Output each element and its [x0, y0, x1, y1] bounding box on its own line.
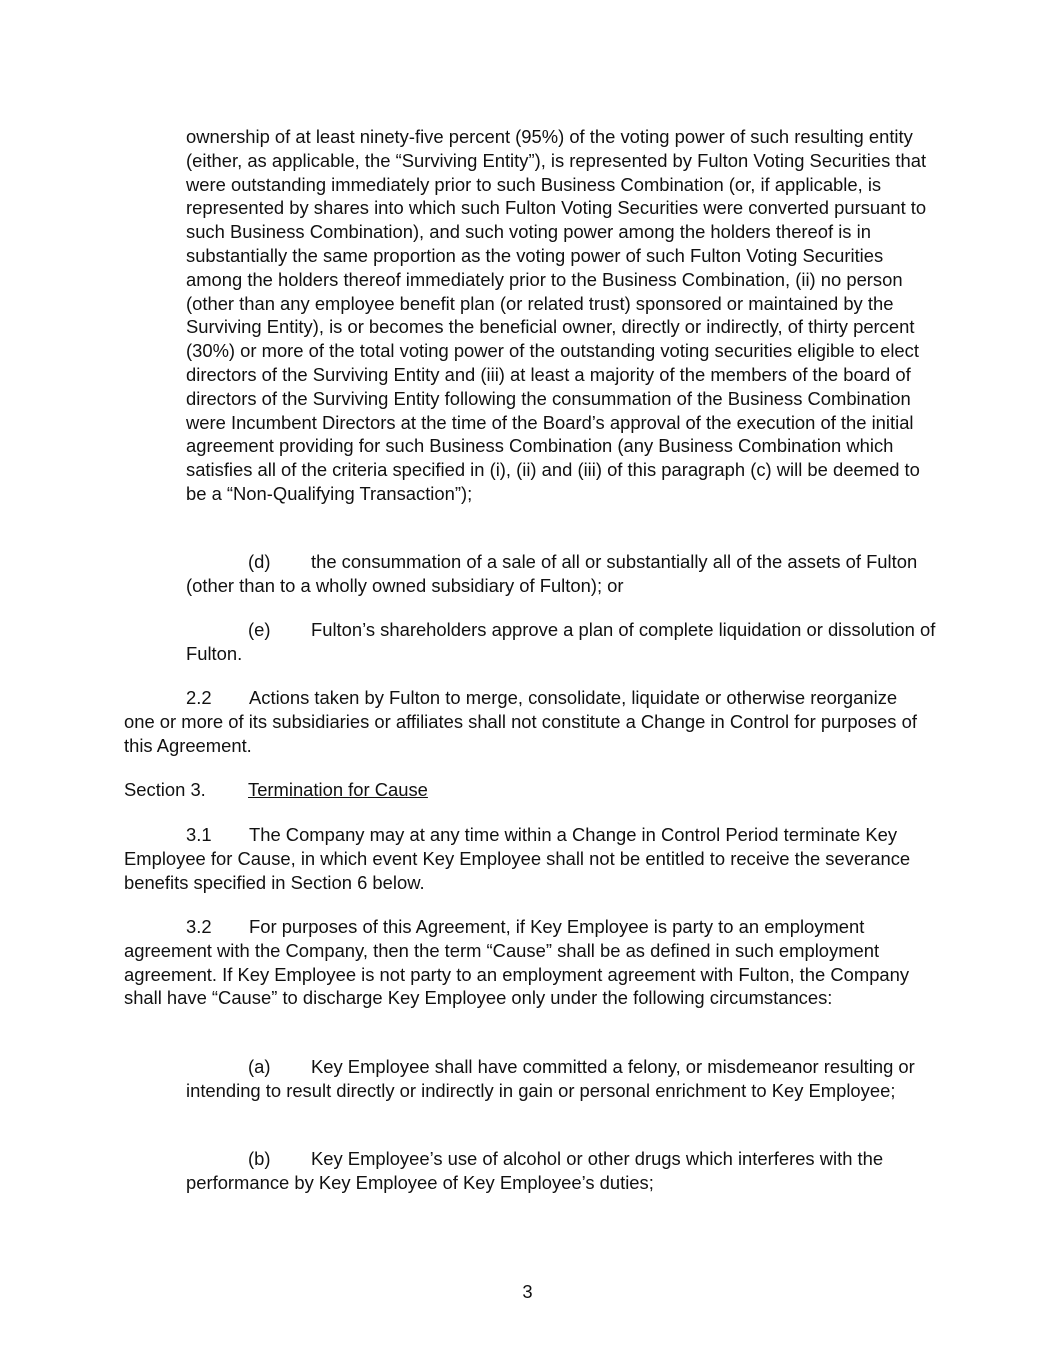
paragraph-text: Actions taken by Fulton to merge, consolidate, liquidate or otherwise reorganize one or more of its subsidiaries or affiliates shall not constitute a Change in Control for purposes of this Agreement. [124, 687, 917, 756]
paragraph-3-2 [124, 915, 932, 1010]
paragraph-number: 3.1 [186, 824, 212, 845]
item-marker: (d) [248, 551, 271, 572]
item-e [186, 618, 936, 666]
page-number: 3 [522, 1281, 533, 1302]
paragraph-3-1 [124, 823, 932, 894]
section-label: Section 3. [124, 779, 206, 800]
item-text: the consummation of a sale of all or substantially all of the assets of Fulton (other than to a wholly owned subsidiary of Fulton); or [186, 551, 918, 596]
paragraph-text: For purposes of this Agreement, if Key Employee is party to an employment agreement with the Company, then the term “Cause” shall be as defined in such employment agreement. If Key Employee is not party to an employment agreement with Fulton, the Company shall have “Cause” to discharge Key Employee only under the following circumstances: [124, 916, 910, 1009]
paragraph-c-continuation [186, 125, 936, 506]
paragraph-number: 2.2 [186, 687, 212, 708]
item-a [186, 1055, 936, 1103]
paragraph-number: 3.2 [186, 916, 212, 937]
paragraph-text: ownership of at least ninety-five percent (95%) of the voting power of such resulting entity (either, as applicable, the “Surviving Entity”), is represented by Fulton Voting Securities that were outstanding immediately prior to such Business Combination (or, if applicable, is represented by shares into which such Fulton Voting Securities were converted pursuant to such Business Combination), and such voting power among the holders thereof is in substantially the same proportion as the voting power of such Fulton Voting Securities among the holders thereof immediately prior to the Business Combination, (ii) no person (other than any employee benefit plan (or related trust) sponsored or maintained by the Surviving Entity), is or becomes the beneficial owner, directly or indirectly, of thirty percent (30%) or more of the total voting power of the outstanding voting securities eligible to elect directors of the Surviving Entity and (iii) at least a majority of the members of the board of directors of the Surviving Entity following the consummation of the Business Combination were Incumbent Directors at the time of the Board’s approval of the execution of the initial agreement providing for such Business Combination (any Business Combination which satisfies all of the criteria specified in (i), (ii) and (iii) of this paragraph (c) will be deemed to be a “Non-Qualifying Transaction”); [186, 126, 927, 504]
item-marker: (b) [248, 1148, 271, 1169]
item-text: Key Employee shall have committed a felony, or misdemeanor resulting or intending to result directly or indirectly in gain or personal enrichment to Key Employee; [186, 1056, 915, 1101]
paragraph-text: The Company may at any time within a Change in Control Period terminate Key Employee for Cause, in which event Key Employee shall not be entitled to receive the severance benefits specified in Section 6 below. [124, 824, 911, 893]
item-marker: (e) [248, 619, 271, 640]
item-d [186, 550, 936, 598]
item-text: Key Employee’s use of alcohol or other drugs which interferes with the performance by Key Employee of Key Employee’s duties; [186, 1148, 884, 1193]
item-b [186, 1147, 936, 1195]
item-marker: (a) [248, 1056, 271, 1077]
section-title: Termination for Cause [248, 779, 428, 800]
section-heading [124, 778, 932, 802]
item-text: Fulton’s shareholders approve a plan of complete liquidation or dissolution of Fulton. [186, 619, 936, 664]
paragraph-2-2 [124, 686, 932, 757]
